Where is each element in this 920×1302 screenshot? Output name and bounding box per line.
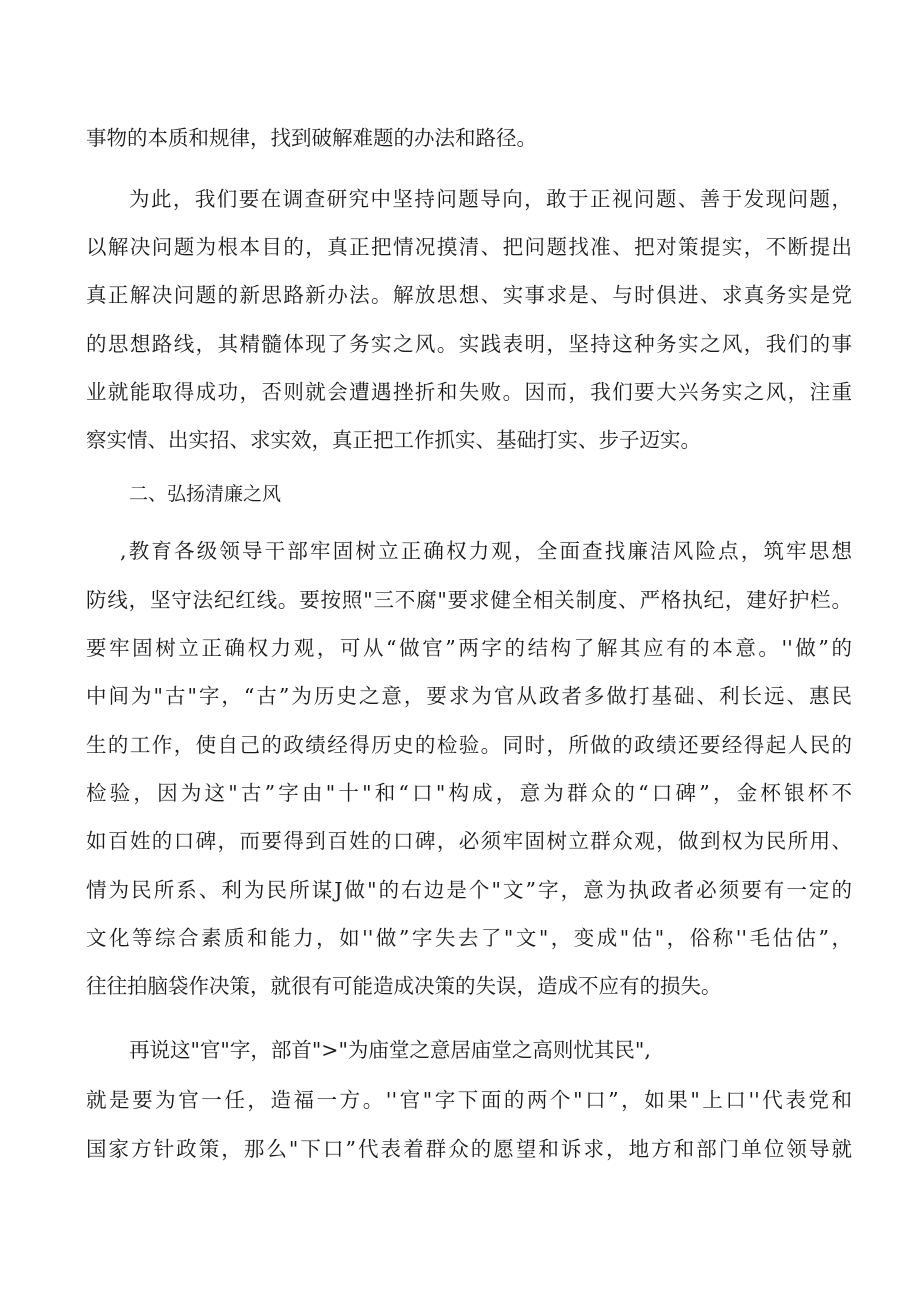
- text-line: 为此，我们要在调查研究中坚持问题导向，敢于正视问题、善于发现问题，: [129, 187, 852, 211]
- text-line: 文化等综合素质和能力，如''做”字失去了"文"，变成"估"，俗称''毛估估”，: [86, 926, 852, 950]
- text-line: 要牢固树立正确权力观，可从“做官”两字的结构了解其应有的本意。''做”的: [86, 636, 852, 660]
- text-line: 情为民所系、利为民所谋J做"的右边是个"文”字，意为执政者必须要有一定的: [86, 878, 852, 902]
- text-line: 检验，因为这"古”字由"十"和“口"构成，意为群众的“口碑”，金杯银杯不: [86, 781, 852, 805]
- text-line: 事物的本质和规律，找到破解难题的办法和路径。: [86, 126, 537, 150]
- text-line: 真正解决问题的新思路新办法。解放思想、实事求是、与时俱进、求真务实是党: [86, 283, 852, 307]
- text-line: ,教育各级领导干部牢固树立正确权力观，全面查找廉洁风险点，筑牢思想: [120, 539, 852, 563]
- section-heading: 二、弘扬清廉之风: [129, 483, 282, 505]
- text-line: 防线，坚守法纪红线。要按照"三不腐"要求健全相关制度、严格执纪，建好护栏。: [86, 588, 852, 612]
- text-line: 如百姓的口碑，而要得到百姓的口碑，必须牢固树立群众观，做到权为民所用、: [86, 829, 852, 853]
- text-line: 察实情、出实招、求实效，真正把工作抓实、基础打实、步子迈实。: [86, 428, 701, 452]
- text-line: 以解决问题为根本目的，真正把情况摸清、把问题找准、把对策提实，不断提出: [86, 235, 852, 259]
- text-line: 生的工作，使自己的政绩经得历史的检验。同时，所做的政绩还要经得起人民的: [86, 733, 852, 757]
- text-line: 再说这"官"字，部首">"为庙堂之意居庙堂之高则忧其民",: [129, 1038, 651, 1062]
- text-line: 往往拍脑袋作决策，就很有可能造成决策的失误，造成不应有的损失。: [86, 974, 722, 998]
- text-line: 就是要为官一任，造福一方。''官"字下面的两个"口”，如果"上口''代表党和: [86, 1088, 852, 1112]
- text-line: 国家方针政策，那么"下口”代表着群众的愿望和诉求，地方和部门单位领导就: [86, 1137, 852, 1161]
- text-line: 业就能取得成功，否则就会遭遇挫折和失败。因而，我们要大兴务实之风，注重: [86, 380, 852, 404]
- text-line: 中间为"古"字，“古”为历史之意，要求为官从政者多做打基础、利长远、惠民: [86, 684, 852, 708]
- text-line: 的思想路线，其精髓体现了务实之风。实践表明，坚持这种务实之风，我们的事: [86, 332, 852, 356]
